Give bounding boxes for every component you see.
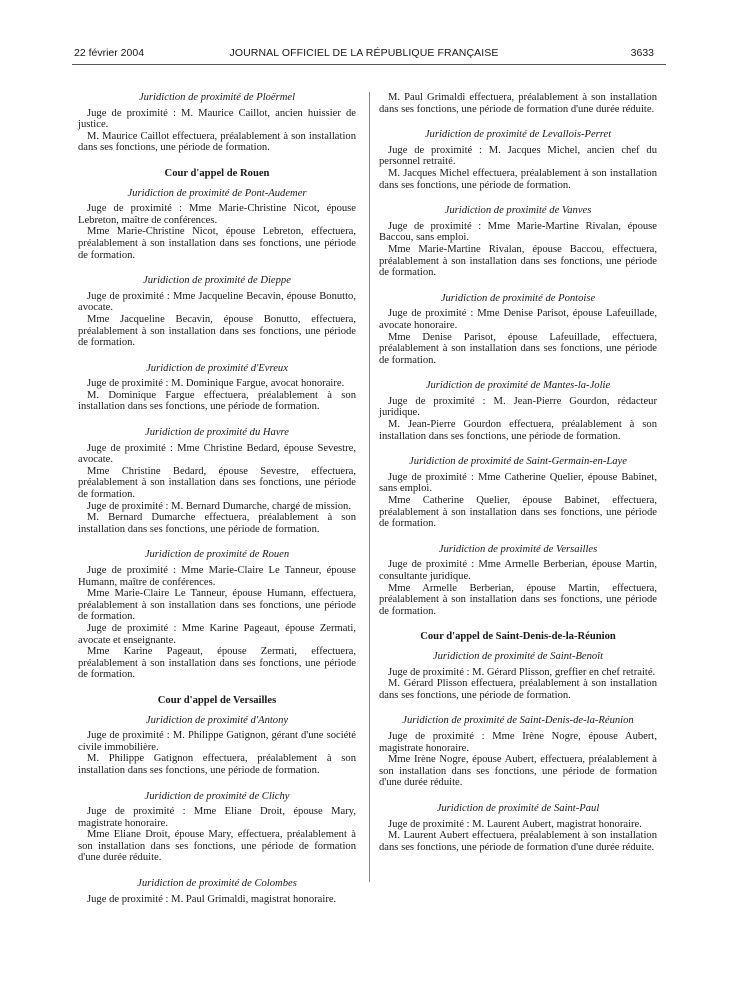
- appointment-paragraph: M. Laurent Aubert effectuera, préalablement à son installation dans ses fonctions, une période de formation d'une durée réduite.: [379, 830, 657, 853]
- appointment-paragraph: Mme Armelle Berberian, épouse Martin, effectuera, préalablement à son installation dans ses fonctions, une période de formation.: [379, 582, 657, 617]
- appointment-paragraph: Mme Catherine Quelier, épouse Babinet, effectuera, préalablement à son installation dans ses fonctions, une période de formation.: [379, 495, 657, 530]
- jurisdiction-section: [78, 791, 356, 865]
- jurisdiction-section: [379, 293, 657, 367]
- court-heading-block: [78, 168, 356, 180]
- jurisdiction-section: [379, 92, 657, 115]
- jurisdiction-heading: Juridiction de proximité de Rouen: [144, 549, 290, 561]
- appointment-paragraph: Juge de proximité : Mme Karine Pageaut, épouse Zermati, avocate et enseignante.: [78, 622, 356, 646]
- jurisdiction-heading: Juridiction de proximité d'Antony: [145, 714, 289, 726]
- jurisdiction-heading: Juridiction de proximité de Saint-Denis-de-la-Réunion: [402, 715, 634, 727]
- jurisdiction-section: [78, 188, 356, 262]
- issue-date: 22 février 2004: [74, 47, 145, 59]
- appointment-paragraph: M. Paul Grimaldi effectuera, préalablement à son installation dans ses fonctions, une période de formation d'une durée réduite.: [379, 92, 657, 115]
- jurisdiction-heading: Juridiction de proximité de Mantes-la-Jolie: [425, 380, 611, 392]
- jurisdiction-section: [78, 715, 356, 777]
- jurisdiction-heading: Juridiction de proximité de Clichy: [144, 790, 290, 802]
- appointment-paragraph: Mme Denise Parisot, épouse Lafeuillade, effectuera, préalablement à son installation dans ses fonctions, une période de formation.: [379, 331, 657, 366]
- appointment-paragraph: M. Jean-Pierre Gourdon effectuera, préalablement à son installation dans ses fonctions, une période de formation.: [379, 419, 657, 442]
- jurisdiction-section: [379, 715, 657, 789]
- jurisdiction-section: [78, 275, 356, 349]
- column-divider: [369, 92, 370, 882]
- appointment-paragraph: M. Dominique Fargue effectuera, préalablement à son installation dans ses fonctions, une période de formation.: [78, 389, 356, 413]
- jurisdiction-heading: Juridiction de proximité de Saint-Benoît: [432, 650, 604, 662]
- jurisdiction-section: [78, 363, 356, 413]
- appointment-paragraph: Juge de proximité : M. Bernard Dumarche, chargé de mission.: [87, 500, 351, 512]
- jurisdiction-heading: Juridiction de proximité de Colombes: [137, 878, 297, 890]
- appointment-paragraph: Mme Marie-Claire Le Tanneur, épouse Humann, effectuera, préalablement à son installation dans ses fonctions, une période de formation.: [78, 588, 356, 623]
- left-column: [78, 92, 356, 919]
- appointment-paragraph: M. Bernard Dumarche effectuera, préalablement à son installation dans ses fonctions, une période de formation.: [78, 512, 356, 535]
- appointment-paragraph: Juge de proximité : M. Maurice Caillot, ancien huissier de justice.: [78, 107, 356, 131]
- jurisdiction-heading: Juridiction de proximité de Versailles: [438, 543, 598, 555]
- appointment-paragraph: Juge de proximité : Mme Armelle Berberian, épouse Martin, consultante juridique.: [379, 559, 657, 582]
- jurisdiction-section: [379, 205, 657, 279]
- jurisdiction-section: [78, 427, 356, 535]
- jurisdiction-heading: Juridiction de proximité d'Evreux: [146, 362, 288, 374]
- appointment-paragraph: M. Philippe Gatignon effectuera, préalablement à son installation dans ses fonctions, une période de formation.: [78, 753, 356, 776]
- header-rule: [72, 64, 666, 65]
- jurisdiction-heading: Juridiction de proximité de Vanves: [444, 205, 592, 217]
- jurisdiction-section: [379, 129, 657, 191]
- jurisdiction-section: [78, 92, 356, 154]
- jurisdiction-section: [379, 803, 657, 853]
- appointment-paragraph: Juge de proximité : Mme Marie-Claire Le Tanneur, épouse Humann, maître de conférences.: [78, 565, 356, 588]
- appointment-paragraph: Juge de proximité : M. Philippe Gatignon, gérant d'une société civile immobilière.: [78, 730, 356, 753]
- jurisdiction-heading: Juridiction de proximité du Havre: [145, 427, 289, 439]
- appointment-paragraph: Mme Christine Bedard, épouse Sevestre, effectuera, préalablement à son installation dans ses fonctions, une période de formation.: [78, 465, 356, 501]
- page-header: [74, 47, 654, 63]
- appointment-paragraph: Juge de proximité : Mme Marie-Christine Nicot, épouse Lebreton, maître de conférences.: [78, 203, 356, 226]
- page-number: 3633: [630, 47, 654, 59]
- appointment-paragraph: Juge de proximité : Mme Eliane Droit, épouse Mary, magistrate honoraire.: [78, 806, 356, 829]
- appointment-paragraph: Juge de proximité : Mme Christine Bedard, épouse Sevestre, avocate.: [78, 442, 356, 466]
- jurisdiction-heading: Juridiction de proximité de Dieppe: [143, 275, 291, 287]
- court-heading: Cour d'appel de Rouen: [164, 167, 270, 179]
- jurisdiction-section: [379, 380, 657, 442]
- court-heading: Cour d'appel de Saint-Denis-de-la-Réunion: [420, 631, 616, 643]
- appointment-paragraph: Juge de proximité : Mme Denise Parisot, épouse Lafeuillade, avocate honoraire.: [379, 308, 657, 331]
- jurisdiction-section: [78, 549, 356, 681]
- jurisdiction-section: [379, 651, 657, 701]
- jurisdiction-heading: Juridiction de proximité de Pont-Audemer: [127, 187, 307, 199]
- appointment-paragraph: Juge de proximité : Mme Jacqueline Becavin, épouse Bonutto, avocate.: [78, 290, 356, 314]
- appointment-paragraph: Mme Irène Nogre, épouse Aubert, effectuera, préalablement à son installation dans ses fonctions, une période de formation d'une durée réduite.: [379, 754, 657, 789]
- appointment-paragraph: Juge de proximité : M. Jean-Pierre Gourdon, rédacteur juridique.: [379, 395, 657, 419]
- appointment-paragraph: Juge de proximité : M. Paul Grimaldi, magistrat honoraire.: [87, 893, 337, 905]
- jurisdiction-heading: Juridiction de proximité de Saint-Paul: [436, 802, 600, 814]
- journal-title: JOURNAL OFFICIEL DE LA RÉPUBLIQUE FRANÇAISE: [229, 47, 499, 59]
- appointment-paragraph: Juge de proximité : M. Laurent Aubert, magistrat honoraire.: [388, 818, 642, 830]
- court-heading: Cour d'appel de Versailles: [157, 694, 277, 706]
- appointment-paragraph: Mme Karine Pageaut, épouse Zermati, effectuera, préalablement à son installation dans ses fonctions, une période de formation.: [78, 646, 356, 681]
- appointment-paragraph: Juge de proximité : Mme Irène Nogre, épouse Aubert, magistrate honoraire.: [379, 730, 657, 754]
- appointment-paragraph: M. Maurice Caillot effectuera, préalablement à son installation dans ses fonctions, une période de formation.: [78, 130, 356, 154]
- jurisdiction-section: [78, 878, 356, 905]
- appointment-paragraph: Mme Jacqueline Becavin, épouse Bonutto, effectuera, préalablement à son installation dans ses fonctions, une période de formation.: [78, 313, 356, 349]
- jurisdiction-section: [379, 544, 657, 618]
- appointment-paragraph: Mme Marie-Martine Rivalan, épouse Baccou, effectuera, préalablement à son installation dans ses fonctions, une période de formation.: [379, 243, 657, 279]
- court-heading-block: [379, 631, 657, 643]
- jurisdiction-section: [379, 456, 657, 530]
- appointment-paragraph: Juge de proximité : Mme Catherine Quelier, épouse Babinet, sans emploi.: [379, 471, 657, 495]
- jurisdiction-heading: Juridiction de proximité de Levallois-Perret: [424, 129, 612, 141]
- appointment-paragraph: Juge de proximité : Mme Marie-Martine Rivalan, épouse Baccou, sans emploi.: [379, 220, 657, 244]
- appointment-paragraph: Mme Marie-Christine Nicot, épouse Lebreton, effectuera, préalablement à son installation dans ses fonctions, une période de formation.: [78, 226, 356, 261]
- appointment-paragraph: M. Gérard Plisson effectuera, préalablement à son installation dans ses fonctions, une période de formation.: [379, 678, 657, 701]
- jurisdiction-heading: Juridiction de proximité de Ploërmel: [138, 92, 296, 103]
- appointment-paragraph: Juge de proximité : M. Gérard Plisson, greffier en chef retraité.: [388, 666, 656, 678]
- appointment-paragraph: Mme Eliane Droit, épouse Mary, effectuera, préalablement à son installation dans ses fonctions, une période de formation d'une durée réduite.: [78, 829, 356, 864]
- appointment-paragraph: Juge de proximité : M. Dominique Fargue, avocat honoraire.: [87, 378, 345, 390]
- court-heading-block: [78, 695, 356, 707]
- right-column: [379, 92, 657, 867]
- appointment-paragraph: M. Jacques Michel effectuera, préalablement à son installation dans ses fonctions, une période de formation.: [379, 167, 657, 191]
- jurisdiction-heading: Juridiction de proximité de Pontoise: [440, 292, 596, 304]
- appointment-paragraph: Juge de proximité : M. Jacques Michel, ancien chef du personnel retraité.: [379, 144, 657, 168]
- jurisdiction-heading: Juridiction de proximité de Saint-Germain-en-Laye: [409, 456, 627, 468]
